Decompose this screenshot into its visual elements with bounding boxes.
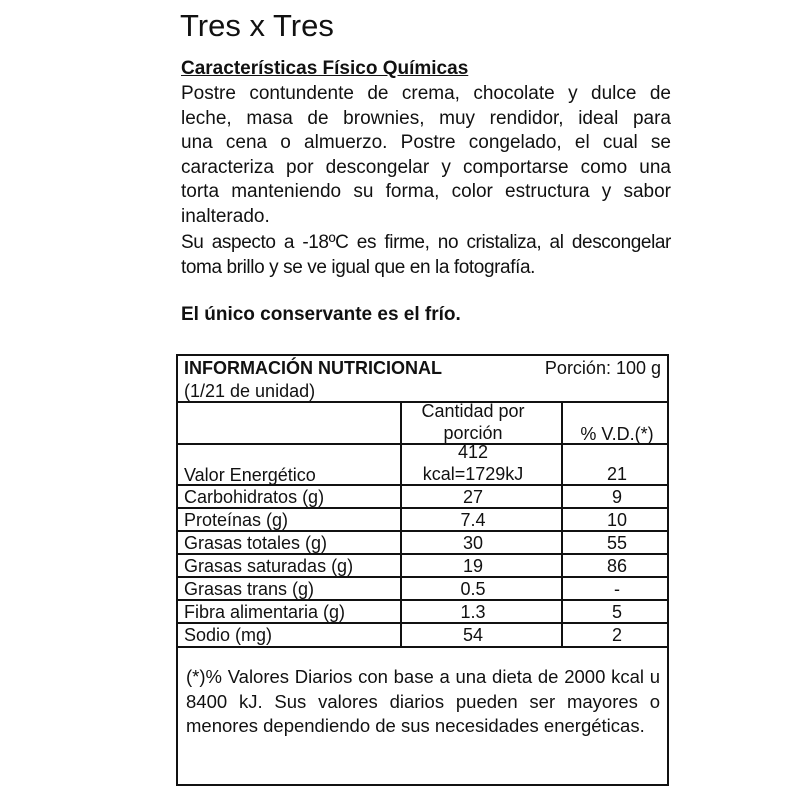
nutrient-vd: 9: [611, 487, 622, 507]
nutrient-vd: -: [614, 579, 620, 599]
portion-size: Porción: 100 g: [544, 358, 661, 378]
nutrient-quantity: 54: [462, 625, 484, 645]
nutrient-name: Proteínas (g): [184, 510, 289, 530]
preservative-note: El único conservante es el frío.: [181, 304, 461, 325]
nutrient-quantity: 0.5: [460, 579, 486, 599]
daily-values-footnote: (*)% Valores Diarios con base a una dieta de 2000 kcal u 8400 kJ. Sus valores diarios pueden ser mayores o menores dependiendo de sus necesidades energéticas.: [186, 666, 660, 736]
nutrient-vd: 55: [606, 533, 628, 553]
nutrient-name: Grasas trans (g): [184, 579, 315, 599]
description-line: inalterado.: [181, 205, 270, 227]
row-divider: [178, 530, 667, 532]
nutrient-name: Sodio (mg): [184, 625, 273, 645]
energy-vd: 21: [606, 464, 628, 484]
row-divider: [178, 622, 667, 624]
energy-quantity: 412: [457, 442, 489, 462]
row-divider: [178, 507, 667, 509]
description-line: leche, masa de brownies, muy rendidor, ideal para: [181, 107, 671, 129]
product-title: Tres x Tres: [180, 8, 334, 43]
nutrient-vd: 2: [611, 625, 622, 645]
description-paragraph: [181, 82, 671, 229]
row-divider: [178, 599, 667, 601]
nutrient-quantity: 27: [462, 487, 484, 507]
description-line: torta manteniendo su forma, color estructura y sabor: [181, 181, 671, 202]
nutrient-vd: 5: [611, 602, 622, 622]
portion-unit: (1/21 de unidad): [184, 381, 316, 401]
nutrient-vd: 10: [606, 510, 628, 530]
column-header-vd: % V.D.(*): [580, 424, 654, 444]
nutrient-vd: 86: [606, 556, 628, 576]
nutrient-name: Fibra alimentaria (g): [184, 602, 346, 622]
energy-quantity: kcal=1729kJ: [422, 464, 524, 484]
description-line: una cena o almuerzo. Postre congelado, el cual se: [181, 132, 671, 153]
nutrient-quantity: 19: [462, 556, 484, 576]
nutrient-quantity: 30: [462, 533, 484, 553]
description-line: caracteriza por descongelar y comportarse como una: [181, 156, 671, 178]
nutrition-table: [176, 354, 669, 786]
column-header-quantity: porción: [443, 423, 503, 443]
characteristics-heading: Características Físico Químicas: [181, 58, 469, 79]
nutrient-name: Grasas totales (g): [184, 533, 328, 553]
appearance-paragraph: [181, 231, 671, 280]
appearance-line: toma brillo y se ve igual que en la fotografía.: [181, 256, 536, 278]
nutrient-name: Carbohidratos (g): [184, 487, 325, 507]
column-divider: [400, 401, 402, 646]
energy-label: Valor Energético: [184, 465, 316, 485]
appearance-line: Su aspecto a -18ºC es firme, no cristaliza, al descongelar: [181, 232, 671, 253]
row-divider: [178, 576, 667, 578]
nutrient-quantity: 1.3: [460, 602, 486, 622]
nutrient-quantity: 7.4: [460, 510, 486, 530]
row-divider: [178, 646, 667, 648]
column-header-quantity: Cantidad por: [421, 401, 525, 421]
nutrient-name: Grasas saturadas (g): [184, 556, 354, 576]
description-line: Postre contundente de crema, chocolate y dulce de: [181, 83, 671, 104]
nutrition-heading: INFORMACIÓN NUTRICIONAL: [184, 358, 442, 378]
row-divider: [178, 553, 667, 555]
